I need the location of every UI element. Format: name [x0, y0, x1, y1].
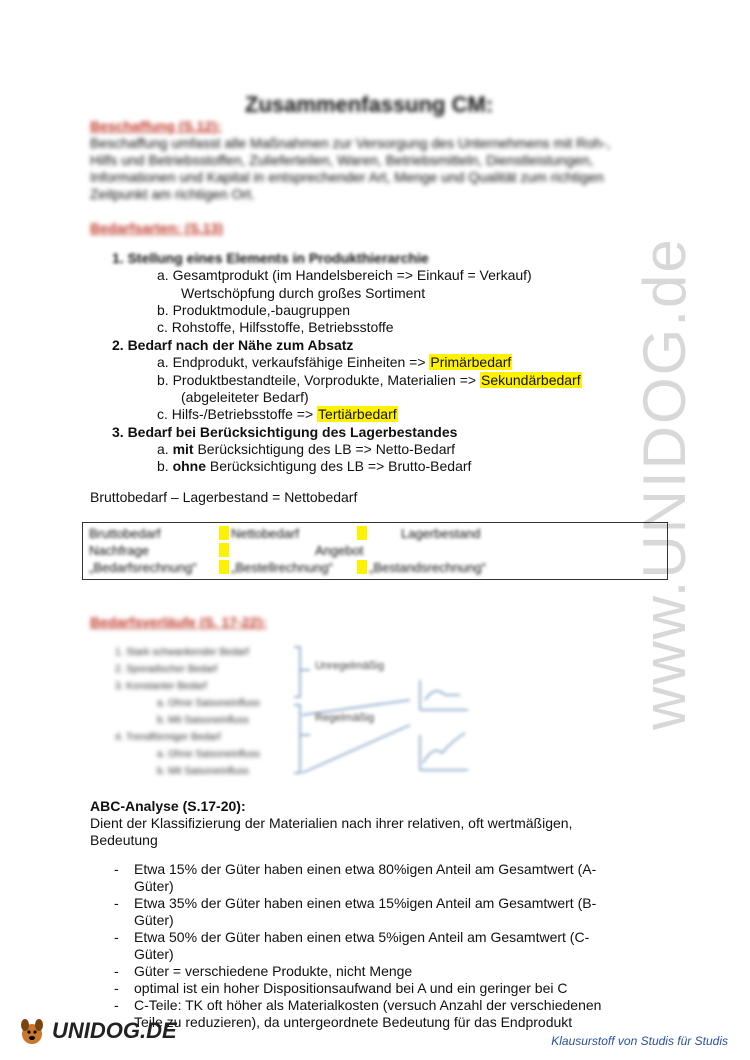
- beschaffung-line: Beschaffung umfasst alle Maßnahmen zur Versorgung des Unternehmens mit Roh-,: [90, 135, 611, 151]
- unidog-logo: [18, 1016, 177, 1046]
- list-item: [114, 997, 654, 1031]
- abc-bullet-list: [114, 861, 654, 1031]
- bullet-line: Etwa 50% der Güter haben einen etwa 5%igen Anteil am Gesamtwert (C-: [134, 929, 590, 945]
- table-marker: [219, 543, 229, 557]
- list-item-2c: [157, 406, 398, 423]
- highlight-primaerbedarf: Primärbedarf: [430, 354, 512, 370]
- list-item-3b-bold: ohne: [172, 458, 207, 474]
- table-cell: Lagerbestand: [401, 526, 481, 541]
- table-marker: [219, 526, 229, 540]
- list-item-1c: c. Rohstoffe, Hilfsstoffe, Betriebsstoffe: [157, 319, 394, 335]
- list-item-3b-rest: Berücksichtigung des LB => Brutto-Bedarf: [206, 458, 472, 474]
- beschaffung-paragraph: [90, 135, 670, 203]
- dog-icon: [18, 1016, 46, 1046]
- footer-tagline: Klausurstoff von Studis für Studis: [551, 1034, 728, 1048]
- list-item: [114, 861, 654, 895]
- abc-intro-2: Bedeutung: [90, 832, 158, 848]
- bullet-dash: -: [114, 861, 119, 877]
- watermark-text: www.UNIDOG.de: [631, 237, 698, 730]
- bullet-line: Teile zu reduzieren), da untergeordnete Bedeutung für das Endprodukt: [134, 1014, 573, 1030]
- verlauf-item: a. Ohne Saisoneinfluss: [157, 698, 260, 709]
- verlauf-item: b. Mit Saisoneinfluss: [157, 715, 249, 726]
- table-cell: „Bestandsrechnung“: [369, 560, 487, 575]
- table-cell: Angebot: [315, 543, 364, 558]
- list-item: [114, 895, 654, 929]
- list-item-3a: [157, 441, 455, 458]
- list-item-3a-bold: mit: [172, 441, 194, 457]
- list-item-2: 2. Bedarf nach der Nähe zum Absatz: [112, 337, 354, 353]
- bullet-line: Güter): [134, 912, 174, 928]
- list-item-2c-text: c. Hilfs-/Betriebsstoffe =>: [157, 406, 318, 422]
- list-item-3: 3. Bedarf bei Berücksichtigung des Lagerbestandes: [112, 424, 458, 440]
- beschaffung-line: Zeitpunkt am richtigen Ort.: [90, 186, 255, 202]
- list-item-3b-prefix: b.: [157, 458, 173, 474]
- bullet-dash: -: [114, 895, 119, 911]
- page-title: Zusammenfassung CM:: [245, 92, 494, 117]
- list-item-3a-prefix: a.: [157, 441, 173, 457]
- bullet-line: Etwa 15% der Güter haben einen etwa 80%igen Anteil am Gesamtwert (A-: [134, 861, 597, 877]
- bedarf-table: [82, 522, 668, 580]
- table-cell: „Bestellrechnung“: [231, 560, 333, 575]
- verlauf-item: 2. Sporadischer Bedarf: [115, 664, 218, 675]
- bedarfsarten-heading: Bedarfsarten: (S.13): [90, 220, 224, 236]
- verlauf-item: 3. Konstanter Bedarf: [115, 681, 207, 692]
- list-item-2b-text: b. Produktbestandteile, Vorprodukte, Materialien =>: [157, 372, 480, 388]
- verlauf-item: 1. Stark schwankender Bedarf: [115, 647, 249, 658]
- table-cell: Bruttobedarf: [89, 526, 161, 541]
- formula-line: Bruttobedarf – Lagerbestand = Nettobedarf: [90, 489, 358, 505]
- bullet-line: Güter): [134, 878, 174, 894]
- abc-intro-1: Dient der Klassifizierung der Materialien nach ihrer relativen, oft wertmäßigen,: [90, 815, 573, 831]
- logo-text: UNIDOG.DE: [52, 1018, 177, 1043]
- table-cell: „Bedarfsrechnung“: [89, 560, 197, 575]
- bullet-line: C-Teile: TK oft höher als Materialkosten (versuch Anzahl der verschiedenen: [134, 997, 602, 1013]
- list-item-1a-cont: Wertschöpfung durch großes Sortiment: [181, 285, 426, 301]
- bullet-dash: -: [114, 980, 119, 996]
- table-marker: [219, 560, 229, 574]
- list-item-3a-rest: Berücksichtigung des LB => Netto-Bedarf: [193, 441, 456, 457]
- verlauf-item: 4. Trendförmiger Bedarf: [115, 732, 221, 743]
- label-regelmaessig: Regelmäßig: [315, 712, 375, 724]
- beschaffung-line: Informationen und Kapital in entsprechender Art, Menge und Qualität zum richtigen: [90, 169, 604, 185]
- bullet-line: Etwa 35% der Güter haben einen etwa 15%igen Anteil am Gesamtwert (B-: [134, 895, 597, 911]
- bullet-dash: -: [114, 963, 119, 979]
- list-item: [114, 980, 654, 997]
- list-item-2b: [157, 372, 582, 389]
- table-marker: [357, 526, 367, 540]
- list-item-1a: a. Gesamtprodukt (im Handelsbereich => Einkauf = Verkauf): [157, 267, 532, 283]
- bullet-line: Güter = verschiedene Produkte, nicht Menge: [134, 963, 413, 979]
- list-item-2a: [157, 354, 512, 371]
- verlauf-item: b. Mit Saisoneinfluss: [157, 766, 249, 777]
- list-item: [114, 963, 654, 980]
- bullet-dash: -: [114, 929, 119, 945]
- bullet-dash: -: [114, 997, 119, 1013]
- table-cell: Nachfrage: [89, 543, 149, 558]
- table-cell: Nettobedarf: [231, 526, 299, 541]
- highlight-tertiaerbedarf: Tertiärbedarf: [318, 406, 397, 422]
- beschaffung-line: Hilfs und Betriebsstoffen, Zulieferteilen, Waren, Betriebsmitteln, Dienstleistungen,: [90, 152, 594, 168]
- bullet-line: optimal ist ein hoher Dispositionsaufwand bei A und ein geringer bei C: [134, 980, 568, 996]
- verlauf-list: [115, 644, 260, 780]
- list-item-2b-cont: (abgeleiteter Bedarf): [181, 389, 309, 405]
- label-unregelmaessig: Unregelmäßig: [315, 660, 385, 672]
- list-item-3b: [157, 458, 471, 475]
- list-item: [114, 929, 654, 963]
- bullet-line: Güter): [134, 946, 174, 962]
- beschaffung-heading: Beschaffung (S.12):: [90, 118, 222, 134]
- list-item-2a-text: a. Endprodukt, verkaufsfähige Einheiten =>: [157, 354, 430, 370]
- abc-heading: ABC-Analyse (S.17-20):: [90, 798, 246, 814]
- list-item-1b: b. Produktmodule,-baugruppen: [157, 302, 351, 318]
- list-item-1: 1. Stellung eines Elements in Produkthierarchie: [112, 250, 429, 266]
- table-marker: [357, 560, 367, 574]
- bedarfsverlaeufe-heading: Bedarfsverläufe (S. 17-22):: [90, 614, 267, 630]
- verlauf-item: a. Ohne Saisoneinfluss: [157, 749, 260, 760]
- highlight-sekundaerbedarf: Sekundärbedarf: [480, 372, 581, 388]
